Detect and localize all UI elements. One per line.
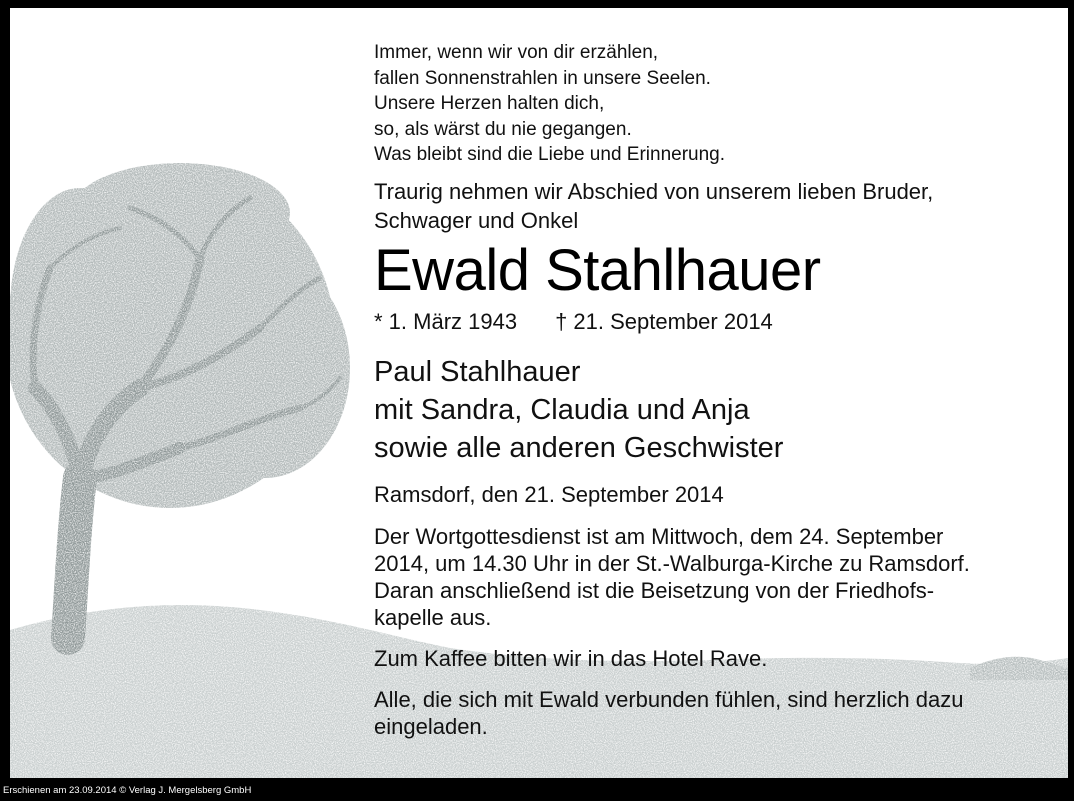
service-line: kapelle aus. [374, 604, 492, 630]
deceased-name: Ewald Stahlhauer [374, 237, 821, 303]
notice-text [374, 40, 1064, 740]
poem-line: fallen Sonnenstrahlen in unsere Seelen. [374, 67, 711, 89]
place-date: Ramsdorf, den 21. September 2014 [374, 481, 724, 507]
coffee-line: Zum Kaffee bitten wir in das Hotel Rave. [374, 645, 768, 671]
service-line: 2014, um 14.30 Uhr in der St.-Walburga-Kirche zu Ramsdorf. [374, 550, 970, 576]
poem-line: Immer, wenn wir von dir erzählen, [374, 42, 659, 63]
intro-line: Traurig nehmen wir Abschied von unserem lieben Bruder, [374, 178, 934, 204]
invitation [374, 686, 1064, 740]
service-line: Daran anschließend ist die Beisetzung von der Friedhofs- [374, 577, 935, 603]
tree-canopy [10, 163, 350, 508]
intro-line: Schwager und Onkel [374, 207, 579, 233]
intro-text [374, 177, 1064, 235]
obituary-notice [10, 8, 1068, 778]
mourner-line: Paul Stahlhauer [374, 355, 581, 388]
birth-date: * 1. März 1943 [374, 308, 518, 334]
invitation-line: eingeladen. [374, 713, 488, 739]
service-line: Der Wortgottesdienst ist am Mittwoch, dem 24. September [374, 523, 944, 549]
poem [374, 40, 1064, 168]
death-date: † 21. September 2014 [555, 308, 773, 334]
coffee-info [374, 645, 1064, 672]
service-info [374, 523, 1064, 631]
publication-footer: Erschienen am 23.09.2014 © Verlag J. Mergelsberg GmbH [3, 785, 252, 796]
invitation-line: Alle, die sich mit Ewald verbunden fühlen, sind herzlich dazu [374, 686, 964, 712]
mourners [374, 353, 1064, 467]
mourner-line: sowie alle anderen Geschwister [374, 431, 784, 464]
poem-line: so, als wärst du nie gegangen. [374, 118, 632, 140]
poem-line: Was bleibt sind die Liebe und Erinnerung. [374, 144, 726, 166]
life-dates [374, 308, 1064, 336]
poem-line: Unsere Herzen halten dich, [374, 93, 605, 115]
mourner-line: mit Sandra, Claudia und Anja [374, 393, 750, 426]
